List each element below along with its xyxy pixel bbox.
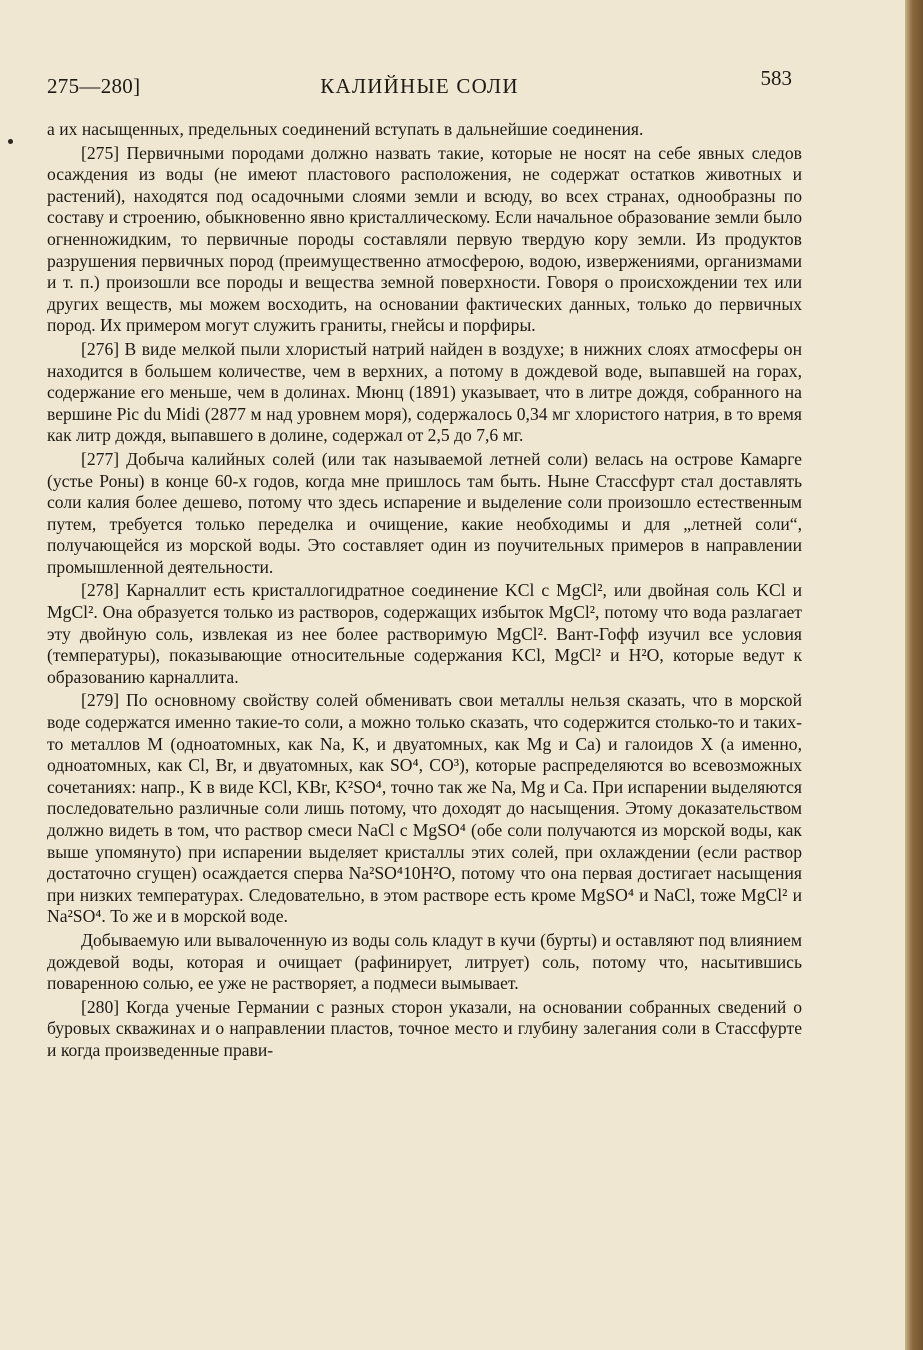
- paragraph-277: [277] Добыча калийных солей (или так называемой летней соли) велась на острове Камарге (устье Роны) в конце 60-х годов, когда мне пришлось там быть. Ныне Стассфурт стал доставлять соли калия более дешево, потому что здесь испарение и выделение соли произошло естественным путем, требуется только переделка и очищение, какие необходимы и для „летней соли“, получающейся из морской воды. Это составляет один из поучительных примеров в направлении промышленной деятельности.: [47, 448, 802, 577]
- page-title: КАЛИЙНЫЕ СОЛИ: [320, 74, 519, 98]
- section-range: 275—280]: [47, 74, 141, 98]
- paragraph-278: [278] Карналлит есть кристаллогидратное соединение KCl с MgCl², или двойная соль KCl и MgCl². Она образуется только из растворов, содержащих избыток MgCl², потому что вода разлагает эту двойную соль, извлекая из нее более растворимую MgCl². Вант-Гофф изучил все условия (температуры), показывающие относительные содержания KCl, MgCl² и H²O, которые ведут к образованию карналлита.: [47, 580, 802, 687]
- page-body: [47, 119, 802, 1062]
- paragraph-279-continued: Добываемую или вывалоченную из воды соль кладут в кучи (бурты) и оставляют под влиянием дождевой воды, которая и очищает (рафинирует, литрует) соль, потому что, насытившись поваренною солью, ее уже не растворяет, а подмеси вымывает.: [47, 929, 802, 994]
- book-spine-edge: [905, 0, 923, 1350]
- paragraph-continuation: а их насыщенных, предельных соединений вступать в дальнейшие соединения.: [47, 119, 644, 139]
- paragraph-280: [280] Когда ученые Германии с разных сторон указали, на основании собранных сведений о буровых скважинах и о направлении пластов, точное место и глубину залегания соли в Стассфурте и когда произведенные прави-: [47, 996, 802, 1060]
- paragraph-279: [279] По основному свойству солей обменивать свои металлы нельзя сказать, что в морской воде содержатся именно такие-то соли, а можно только сказать, что содержится столько-то и таких-то металлов M (одноатомных, как Na, K, и двуатомных, как Mg и Ca) и галоидов X (а именно, одноатомных, как Cl, Br, и двуатомных, как SO⁴, CO³), которые распределяются во всевозможных сочетаниях: напр., K в виде KCl, KBr, K²SO⁴, точно так же Na, Mg и Ca. При испарении выделяются последовательно различные соли лишь потому, что доходят до насыщения. Этому доказательством должно видеть в том, что раствор смеси NaCl с MgSO⁴ (обе соли получаются из морской воды, как выше упомянуто) при испарении выделяет кристаллы этих солей, при охлаждении (если раствор достаточно сгущен) осаждается сперва Na²SO⁴10H²O, потому что она первая достигает насыщения при низких температурах. Следовательно, в этом растворе есть кроме MgSO⁴ и NaCl, тоже MgCl² и Na²SO⁴. То же и в морской воде.: [47, 690, 802, 927]
- running-header: [47, 62, 792, 102]
- paragraph-275: [275] Первичными породами должно назвать такие, которые не носят на себе явных следов осаждения из воды (не имеют пластового расположения, не содержат остатков животных и растений), находятся под осадочными слоями земли и всюду, во всех странах, однообразны по составу и строению, обыкновенно явно кристаллическому. Если начальное образование земли было огненножидким, то первичные породы составляли первую твердую кору земли. Из продуктов разрушения первичных пород (преимущественно атмосферою, водою, извержениями, организмами и т. п.) произошли все породы и вещества земной поверхности. Говоря о происхождении тех или других веществ, мы можем восходить, на основании фактических данных, только до первичных пород. Их примером могут служить граниты, гнейсы и порфиры.: [47, 142, 802, 336]
- margin-mark: [8, 139, 13, 144]
- page-number: 583: [760, 66, 792, 90]
- paragraph-276: [276] В виде мелкой пыли хлористый натрий найден в воздухе; в нижних слоях атмосферы он находится в большем количестве, чем в верхних, а потому в дождевой воде, выпавшей на горах, содержание его меньше, чем в долинах. Мюнц (1891) указывает, что в литре дождя, собранного на вершине Pic du Midi (2877 м над уровнем моря), содержалось 0,34 мг хлористого натрия, в то время как литр дождя, выпавшего в долине, содержал от 2,5 до 7,6 мг.: [47, 338, 802, 446]
